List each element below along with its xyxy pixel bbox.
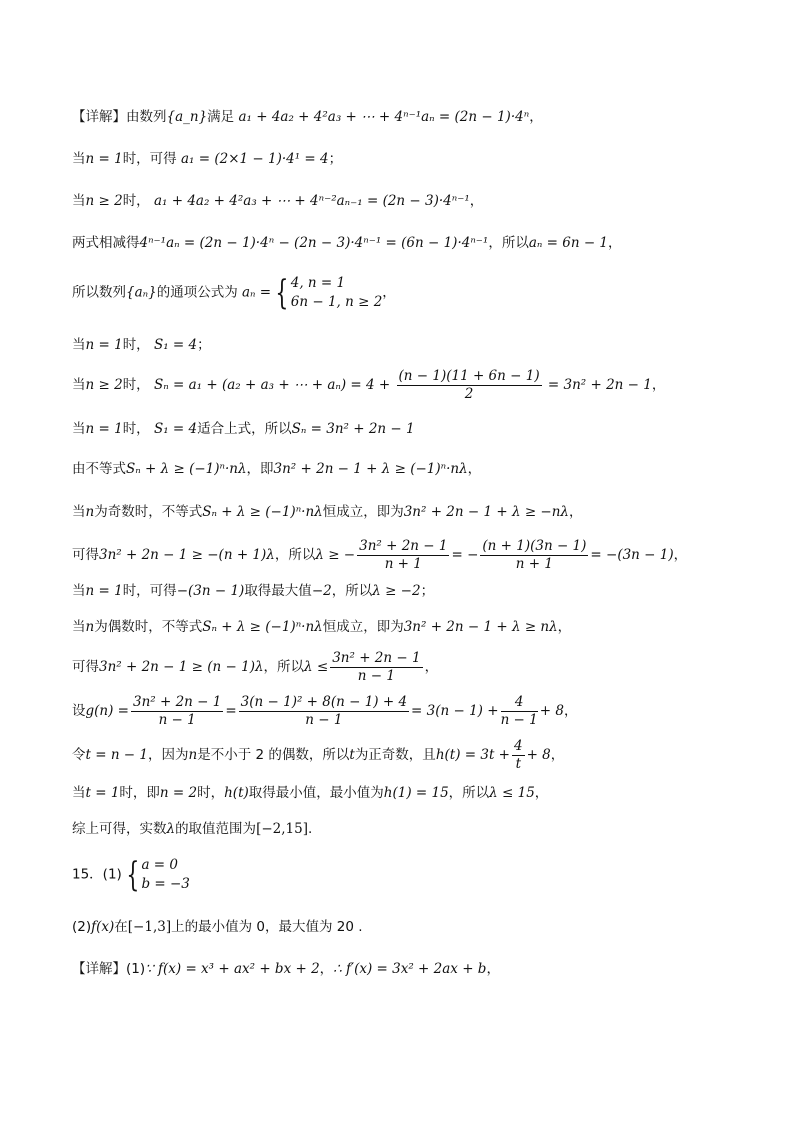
line-8: 当n = 1时， S₁ = 4适合上式，所以Sₙ = 3n² + 2n − 1 [72, 421, 415, 437]
line-6: 当n = 1时， S₁ = 4； [72, 337, 211, 353]
fraction: $\frac{4}{n - 1}$ [500, 694, 538, 728]
line-13: 当n为偶数时，不等式Sₙ + λ ≥ (−1)ⁿ·nλ恒成立，即为3n² + 2n − 1 + λ ≥ nλ， [72, 619, 572, 635]
left-brace: { [275, 273, 289, 313]
fraction: $\frac{\text{3n² + 2n − 1}}{n + 1}$ [359, 538, 448, 572]
line-4: 两式相减得4ⁿ⁻¹aₙ = (2n − 1)·4ⁿ − (2n − 3)·4ⁿ⁻¹ = (6n − 1)·4ⁿ⁻¹，所以aₙ = 6n − 1， [72, 235, 622, 251]
line-19: 15．(1) { a = 0 b = −3 [72, 855, 190, 895]
piecewise-cases: 4, n = 1 6n − 1, n ≥ 2 [290, 275, 383, 310]
line-21: 【详解】(1)∵ f(x) = x³ + ax² + bx + 2，∴ f′(x) = 3x² + 2ax + b， [72, 961, 500, 977]
fraction: $\frac{(n - 1)(11 + 6n - 1)}{2}$ [398, 368, 540, 402]
line-3: 当n ≥ 2时， a₁ + 4a₂ + 4²a₃ + ⋯ + 4ⁿ⁻²aₙ₋₁ = (2n − 3)·4ⁿ⁻¹， [72, 193, 484, 209]
line-18: 综上可得，实数λ的取值范围为[−2,15]. [72, 821, 313, 837]
line-1: 【详解】由数列{a_n}满足 a₁ + 4a₂ + 4²a₃ + ⋯ + 4ⁿ⁻¹aₙ = (2n − 1)·4ⁿ， [72, 109, 543, 125]
line-16: 令t = n − 1，因为n是不小于 2 的偶数，所以t为正奇数，且h(t) = 3t + $\frac{4}{t}$ + 8， [72, 738, 565, 772]
line-14: 可得3n² + 2n − 1 ≥ (n − 1)λ，所以λ ≤ $\frac{\text{3n² + 2n − 1}}{n - 1}$ ， [72, 650, 439, 684]
answer-cases: a = 0 b = −3 [141, 857, 190, 892]
line-7: 当n ≥ 2时， Sₙ = a₁ + (a₂ + a₃ + ⋯ + aₙ) = 4 + $\frac{(n - 1)(11 + 6n - 1)}{2}$ = 3n² + 2n − 1， [72, 368, 666, 402]
fraction: $\frac{\text{3n² + 2n − 1}}{n - 1}$ [132, 694, 222, 728]
line-2: 当n = 1时，可得 a₁ = (2×1 − 1)·4¹ = 4； [72, 151, 343, 167]
fraction: $\frac{\text{3(n − 1)² + 8(n − 1) + 4}}{n - 1}$ [240, 694, 408, 728]
fraction: $\frac{\text{3n² + 2n − 1}}{n - 1}$ [332, 650, 421, 684]
line-20: (2)f(x)在[−1,3]上的最小值为 0，最大值为 20 . [72, 919, 363, 935]
fraction: $\frac{4}{t}$ [513, 738, 523, 772]
line-12: 当n = 1时，可得−(3n − 1)取得最大值−2，所以λ ≥ −2； [72, 583, 435, 599]
line-11: 可得3n² + 2n − 1 ≥ −(n + 1)λ，所以λ ≥ − $\frac{\text{3n² + 2n − 1}}{n + 1}$ = − $\frac{(n + 1)(3n - 1)}{n + 1}$ = −(3n − 1)， [72, 538, 688, 572]
line-15: 设g(n) = $\frac{\text{3n² + 2n − 1}}{n - 1}$ = $\frac{\text{3(n − 1)² + 8(n − 1) + 4}}{n - 1}$ = 3(n − 1) + $\frac{4}{n - 1}$ + 8， [72, 694, 578, 728]
fraction: $\frac{(n + 1)(3n - 1)}{n + 1}$ [482, 538, 587, 572]
line-5: 所以数列{aₙ}的通项公式为 aₙ = { 4, n = 1 6n − 1, n ≥ 2 ， [72, 273, 396, 313]
line-17: 当t = 1时，即n = 2时，h(t)取得最小值，最小值为h(1) = 15，所以λ ≤ 15， [72, 785, 549, 801]
left-brace: { [126, 855, 140, 895]
line-9: 由不等式Sₙ + λ ≥ (−1)ⁿ·nλ，即3n² + 2n − 1 + λ ≥ (−1)ⁿ·nλ， [72, 461, 482, 477]
line-10: 当n为奇数时，不等式Sₙ + λ ≥ (−1)ⁿ·nλ恒成立，即为3n² + 2n − 1 + λ ≥ −nλ， [72, 504, 583, 520]
